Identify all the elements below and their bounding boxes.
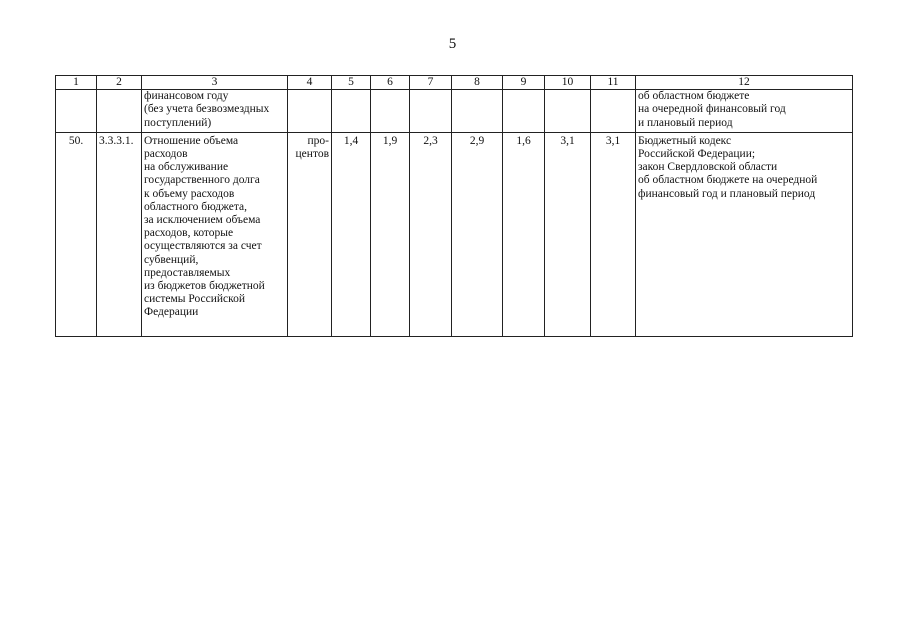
- value-col-9: 1,6: [503, 132, 545, 336]
- value-col-8: 2,9: [452, 132, 503, 336]
- indicator-name: Отношение объема расходов на обслуживание государственного долга к объему расходов областного бюджета, за исключением объема расходов, которые осуществляются за счет субвенций, предоставляемых из бюджетов бюджетной системы Российской Федерации: [142, 132, 288, 336]
- cont-cell-1: [56, 90, 97, 133]
- cont-cell-5: [332, 90, 371, 133]
- unit-of-measure: про- центов: [288, 132, 332, 336]
- row-number: 50.: [56, 132, 97, 336]
- cont-cell-9: [503, 90, 545, 133]
- header-cell-8: 8: [452, 76, 503, 90]
- header-row: [56, 76, 853, 90]
- indicators-table: [55, 75, 853, 337]
- cont-cell-4: [288, 90, 332, 133]
- header-cell-2: 2: [97, 76, 142, 90]
- header-cell-9: 9: [503, 76, 545, 90]
- value-col-6: 1,9: [371, 132, 410, 336]
- header-cell-4: 4: [288, 76, 332, 90]
- header-cell-5: 5: [332, 76, 371, 90]
- header-cell-10: 10: [545, 76, 591, 90]
- header-cell-1: 1: [56, 76, 97, 90]
- header-cell-11: 11: [591, 76, 636, 90]
- header-cell-7: 7: [410, 76, 452, 90]
- header-cell-12: 12: [636, 76, 853, 90]
- cont-cell-11: [591, 90, 636, 133]
- value-col-10: 3,1: [545, 132, 591, 336]
- value-col-5: 1,4: [332, 132, 371, 336]
- cont-cell-6: [371, 90, 410, 133]
- cont-cell-2: [97, 90, 142, 133]
- cont-source-text: об областном бюджете на очередной финансовый год и плановый период: [636, 90, 853, 133]
- value-col-11: 3,1: [591, 132, 636, 336]
- continuation-row: [56, 90, 853, 133]
- cont-indicator-text: финансовом году (без учета безвозмездных поступлений): [142, 90, 288, 133]
- page-number: 5: [448, 36, 457, 52]
- header-cell-6: 6: [371, 76, 410, 90]
- cont-cell-8: [452, 90, 503, 133]
- cont-cell-10: [545, 90, 591, 133]
- cont-cell-7: [410, 90, 452, 133]
- source-document: Бюджетный кодекс Российской Федерации; закон Свердловской области об областном бюджете на очередной финансовый год и плановый период: [636, 132, 853, 336]
- row-code: 3.3.3.1.: [97, 132, 142, 336]
- header-cell-3: 3: [142, 76, 288, 90]
- value-col-7: 2,3: [410, 132, 452, 336]
- table-row: [56, 132, 853, 336]
